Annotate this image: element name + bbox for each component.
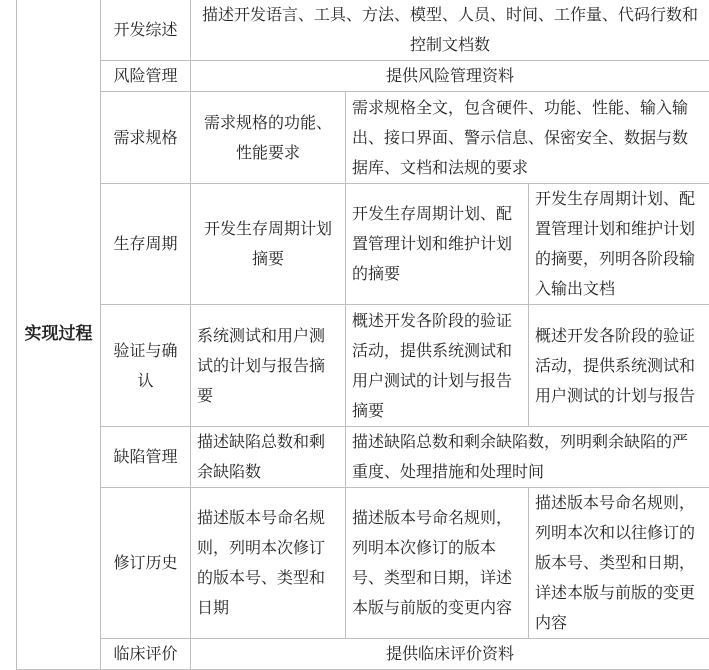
table-row (17, 427, 709, 488)
table-row (17, 305, 709, 427)
table-row (17, 488, 709, 639)
row-label: 风险管理 (101, 61, 191, 92)
row-label: 临床评价 (101, 639, 191, 670)
table-cell: 概述开发各阶段的验证活动，提供系统测试和用户测试的计划与报告摘要 (346, 305, 529, 427)
table-cell: 开发生存周期计划、配置管理计划和维护计划的摘要 (346, 184, 529, 305)
table-cell: 提供风险管理资料 (191, 61, 709, 92)
table-cell: 概述开发各阶段的验证活动，提供系统测试和用户测试的计划与报告 (529, 305, 709, 427)
table-cell: 需求规格的功能、性能要求 (191, 92, 346, 184)
table-row (17, 0, 709, 61)
table-cell: 需求规格全文，包含硬件、功能、性能、输入输出、接口界面、警示信息、保密安全、数据与数据库、文档和法规的要求 (346, 92, 709, 184)
table-row (17, 61, 709, 92)
table-cell: 描述版本号命名规则，列明本次修订的版本号、类型和日期，详述本版与前版的变更内容 (346, 488, 529, 639)
row-label: 生存周期 (101, 184, 191, 305)
table-row (17, 184, 709, 305)
table-row (17, 92, 709, 184)
row-label: 修订历史 (101, 488, 191, 639)
spec-table (16, 0, 709, 670)
row-label: 缺陷管理 (101, 427, 191, 488)
table-cell: 开发生存周期计划、配置管理计划和维护计划的摘要，列明各阶段输入输出文档 (529, 184, 709, 305)
table-cell: 开发生存周期计划摘要 (191, 184, 346, 305)
table-cell: 提供临床评价资料 (191, 639, 709, 670)
table-cell: 描述版本号命名规则，列明本次和以往修订的版本号、类型和日期，详述本版与前版的变更内容 (529, 488, 709, 639)
table-cell: 描述版本号命名规则，列明本次修订的版本号、类型和日期 (191, 488, 346, 639)
table-cell: 系统测试和用户测试的计划与报告摘要 (191, 305, 346, 427)
table-cell: 描述开发语言、工具、方法、模型、人员、时间、工作量、代码行数和控制文档数 (191, 0, 709, 61)
row-label: 需求规格 (101, 92, 191, 184)
row-label: 验证与确认 (101, 305, 191, 427)
group-label: 实现过程 (17, 0, 101, 670)
table-cell: 描述缺陷总数和剩余缺陷数，列明剩余缺陷的严重度、处理措施和处理时间 (346, 427, 709, 488)
table-cell: 描述缺陷总数和剩余缺陷数 (191, 427, 346, 488)
row-label: 开发综述 (101, 0, 191, 61)
